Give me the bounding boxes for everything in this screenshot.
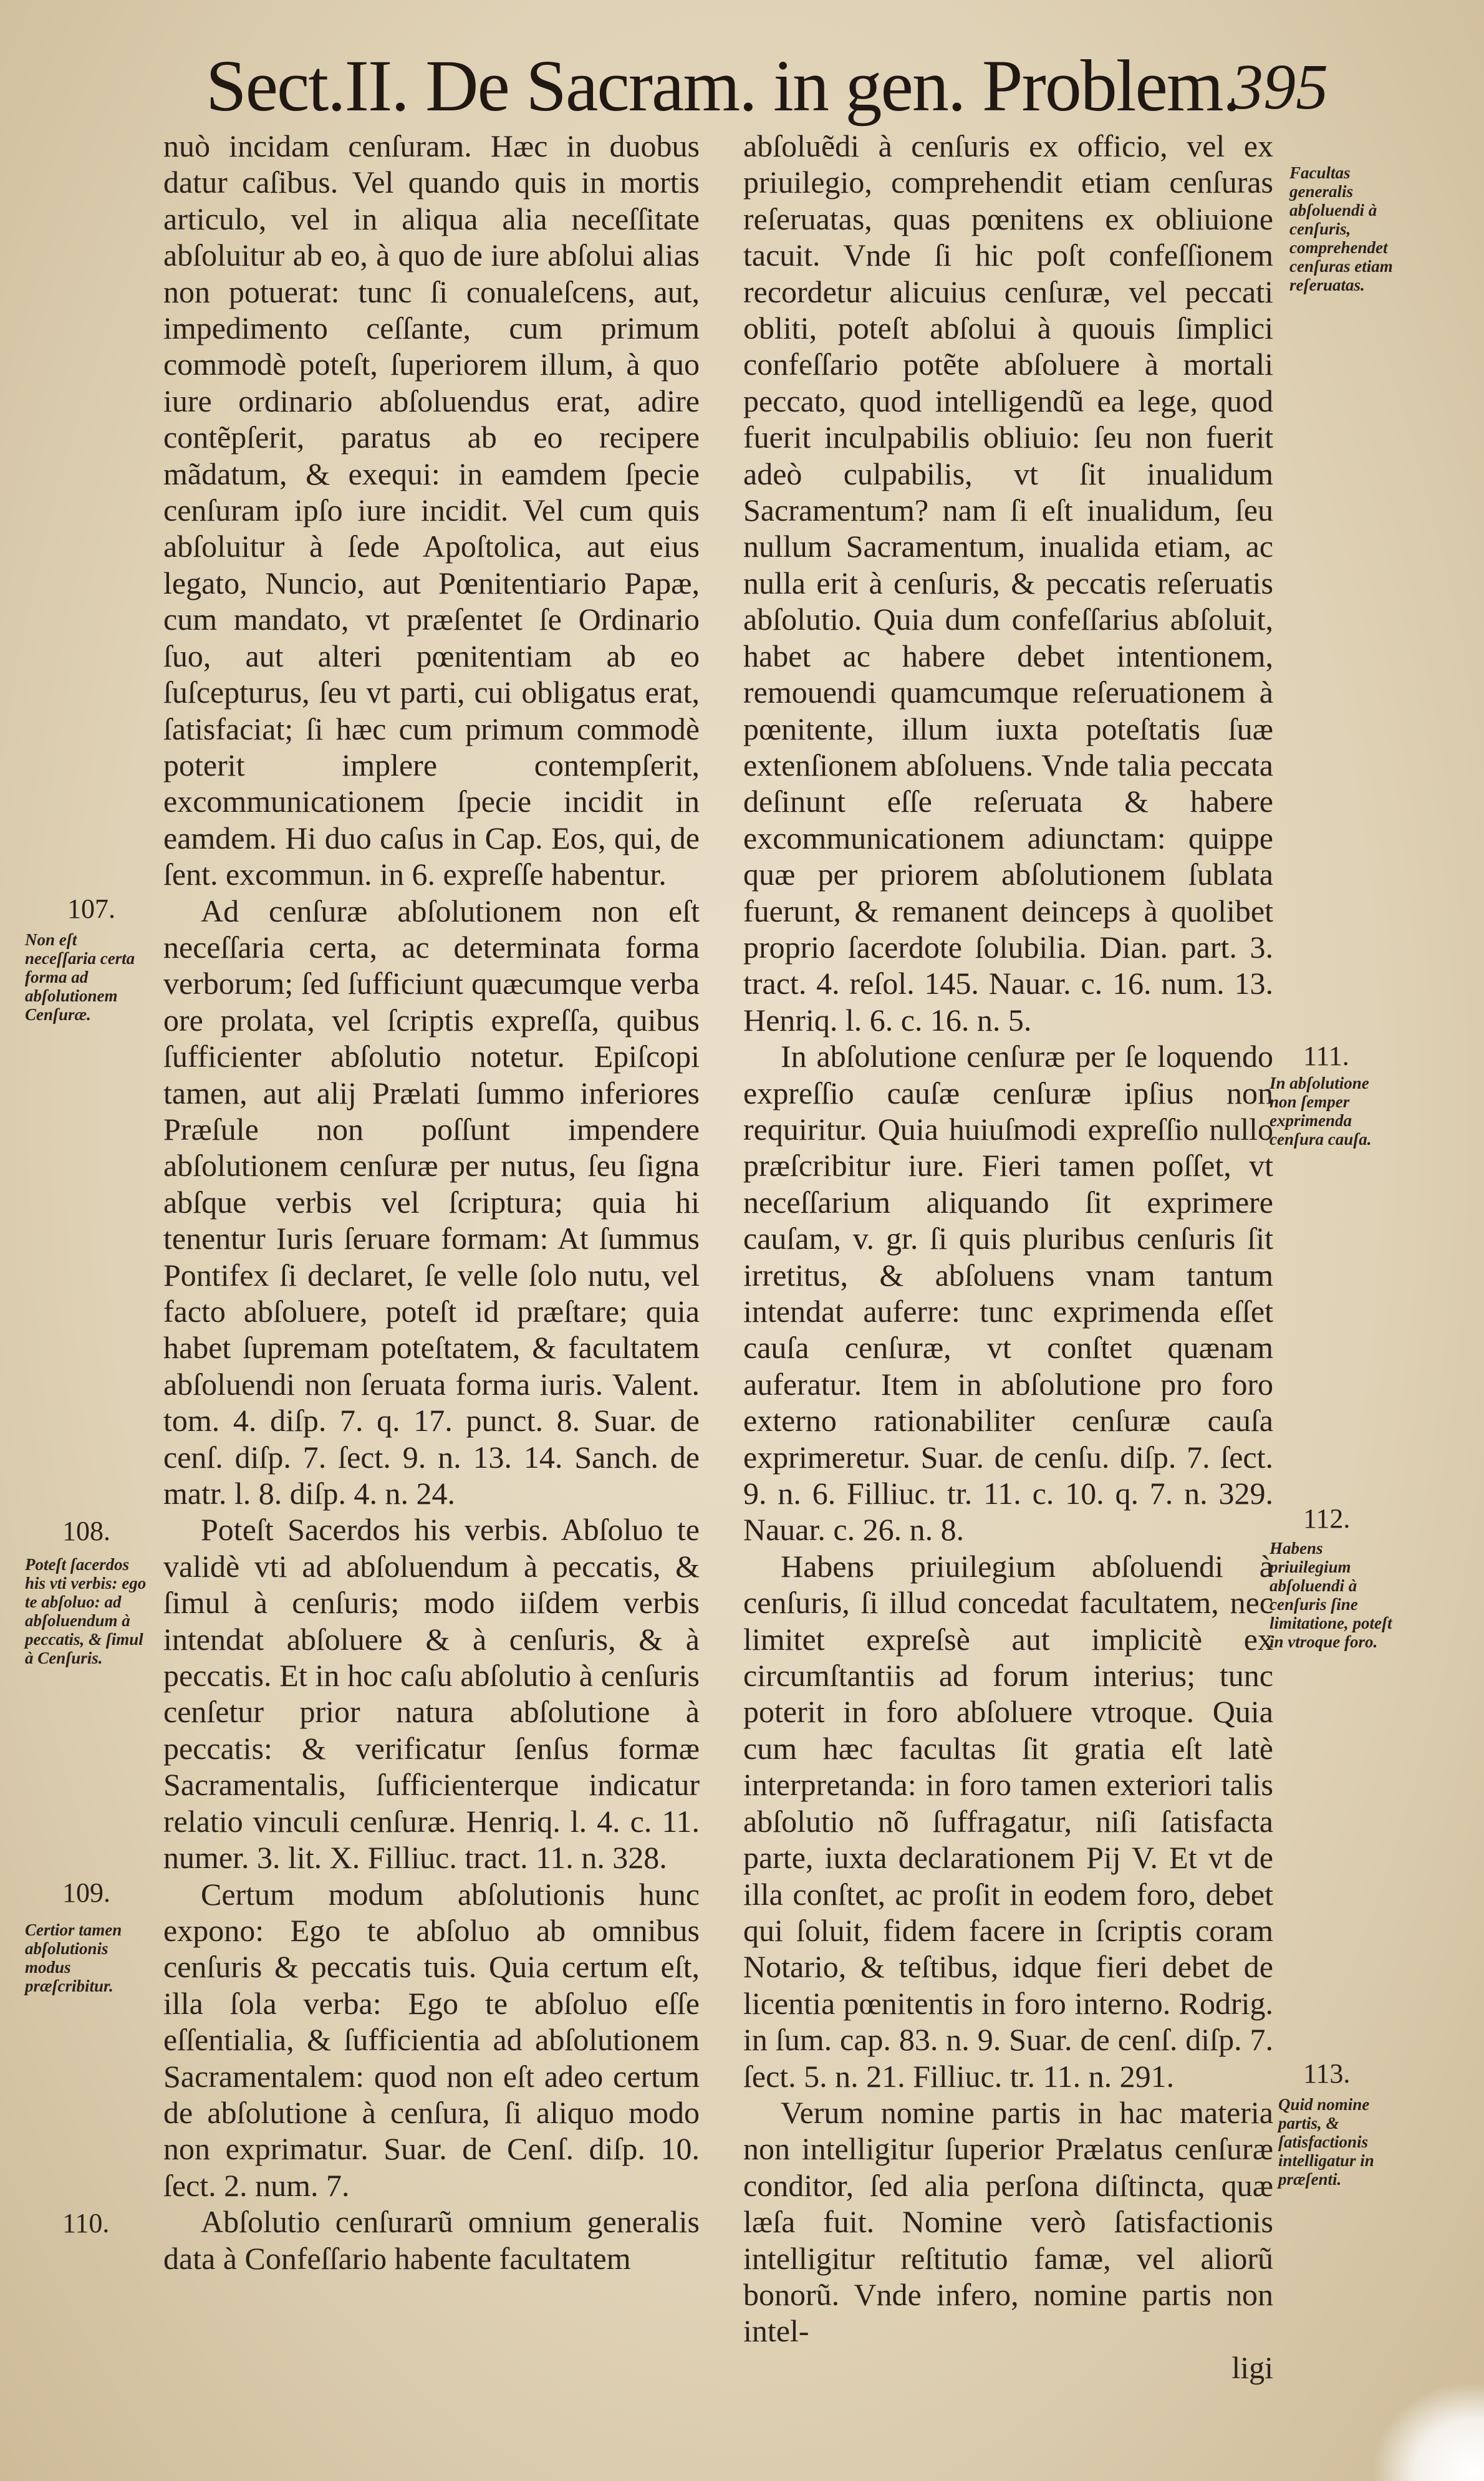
margin-note-112: Habens priuilegium abſoluendi à cenſuris ſine limitatione, poteſt in vtroque foro. xyxy=(1270,1539,1392,1651)
paragraph-113: Verum nomine partis in hac materia non intelligitur ſuperior Prælatus cenſuræ conditor, ſed alia perſona diſtincta, quæ læſa fuit. Nomine verò ſatisfactionis intelligitur reſtitutio famæ, vel aliorũ bonorũ. Vnde infero, nomine partis non intel- xyxy=(743,2094,1273,2349)
paragraph-112: Habens priuilegium abſoluendi à cenſuris, ſi illud concedat facultatem, nec limitet expreſsè aut implicitè ex circumſtantiis ad forum interius; tunc poterit in foro abſoluere vtroque. Quia cum hæc facultas ſit gratia eſt latè interpretanda: in foro tamen exteriori talis abſolutio nõ ſuffragatur, niſi ſatisfacta parte, iuxta declarationem Pij V. Et vt de illa conſtet, ac proſit in eodem foro, debet qui ſoluit, fidem facere in ſcriptis coram Notario, & teſtibus, idque fieri debet de licentia pœnitentis in foro interno. Rodrig. in ſum. cap. 83. n. 9. Suar. de cenſ. diſp. 7. ſect. 5. n. 21. Filliuc. tr. 11. n. 291. xyxy=(743,1548,1273,2094)
paragraph-number-110: 110. xyxy=(62,2208,110,2238)
margin-note-109: Certior tamen abſolutionis modus præſcribitur. xyxy=(25,1920,122,1995)
paragraph-108: Poteſt Sacerdos his verbis. Abſoluo te validè vti ad abſoluendum à peccatis, & ſimul à cenſuris; modo iiſdem verbis intendat abſoluere & à cenſuris, & à peccatis. Et in hoc caſu abſolutio à cenſuris cenſetur prior natura abſolutione à peccatis: & verificatur ſenſus formæ Sacramentalis, ſufficienterque indicatur relatio vinculi cenſuræ. Henriq. l. 4. c. 11. numer. 3. lit. X. Filliuc. tract. 11. n. 328. xyxy=(163,1512,700,1876)
left-column xyxy=(163,128,700,2276)
paragraph-number-111: 111. xyxy=(1303,1041,1349,1071)
section-title: Sect.II. De Sacram. in gen. Problem. xyxy=(206,45,1240,127)
paragraph-110: Abſolutio cenſurarũ omnium generalis data à Confeſſario habente facultatem xyxy=(163,2204,700,2276)
margin-note-111: In abſolutione non ſemper exprimenda cenſura cauſa. xyxy=(1270,1074,1372,1149)
running-header xyxy=(206,37,1328,131)
page-number: 395 xyxy=(1231,51,1328,123)
paragraph-number-107: 107. xyxy=(67,894,115,924)
paragraph-107: Ad cenſuræ abſolutionem non eſt neceſſaria certa, ac determinata forma verborum; ſed ſufficiunt quæcumque verba ore prolata, vel ſcriptis expreſſa, quibus ſufficienter abſolutio notetur. Epiſcopi tamen, aut alij Prælati ſummo inferiores Præſule non poſſunt impendere abſolutionem cenſuræ per nutus, ſeu ſigna abſque verbis vel ſcriptura; quia hi tenentur Iuris ſeruare formam: At ſummus Pontifex ſi declaret, ſe velle ſolo nutu, vel facto abſoluere, poteſt id præſtare; quia habet ſupremam poteſtatem, & facultatem abſoluendi non ſeruata forma iuris. Valent. tom. 4. diſp. 7. q. 17. punct. 8. Suar. de cenſ. diſp. 7. ſect. 9. n. 13. 14. Sanch. de matr. l. 8. diſp. 4. n. 24. xyxy=(163,893,700,1511)
margin-note-108: Poteſt ſacerdos his vti verbis: ego te abſoluo: ad abſoluendum à peccatis, & ſimul à Cenſuris. xyxy=(25,1555,147,1667)
paragraph-number-113: 113. xyxy=(1303,2058,1351,2089)
margin-note-113: Quid nomine partis, & ſatisfactionis intelligatur in præſenti. xyxy=(1278,2095,1374,2189)
catchword: ligi xyxy=(1231,2349,1273,2385)
paragraph-110-continued: abſoluẽdi à cenſuris ex officio, vel ex priuilegio, comprehendit etiam cenſuras reſeruatas, quas pœnitens ex obliuione tacuit. Vnde ſi hic poſt confeſſionem recordetur alicuius cenſuræ, vel peccati obliti, poteſt abſolui à quouis ſimplici confeſſario potẽte abſoluere à mortali peccato, quod intelligendũ ea lege, quod fuerit inculpabilis obliuio: ſeu non fuerit adeò culpabilis, vt ſit inualidum Sacramentum? nam ſi eſt inualidum, ſeu nullum Sacramentum, inualida etiam, ac nulla erit à cenſuris, & peccatis reſeruatis abſolutio. Quia dum confeſſarius abſoluit, habet ac habere debet intentionem, remouendi quamcumque reſeruationem à pœnitente, illum iuxta poteſtatis ſuæ extenſionem abſoluens. Vnde talia peccata deſinunt eſſe reſeruata & habere excommunicationem adiunctam: quippe quæ per priorem abſolutionem ſublata fuerunt, & remanent deinceps à quolibet proprio ſacerdote ſolubilia. Dian. part. 3. tract. 4. reſol. 145. Nauar. c. 16. num. 13. Henriq. l. 6. c. 16. n. 5. xyxy=(743,128,1273,1038)
margin-note-110: Facultas generalis abſoluendi à cenſuris, comprehendet cenſuras etiam reſeruatas. xyxy=(1289,163,1393,294)
right-column xyxy=(743,128,1273,2385)
paper-damage xyxy=(1372,2381,1484,2481)
paragraph-111: In abſolutione cenſuræ per ſe loquendo expreſſio cauſæ cenſuræ ipſius non requiritur. Quia huiuſmodi expreſſio nullo præſcribitur iure. Fieri tamen poſſet, vt neceſſarium aliquando ſit exprimere cauſam, v. gr. ſi quis pluribus cenſuris ſit irretitus, & abſoluens vnam tantum intendat auferre: tunc exprimenda eſſet cauſa cenſuræ, vt conſtet quænam auferatur. Item in abſolutione pro foro externo rationabiliter cenſuræ cauſa exprimeretur. Suar. de cenſu. diſp. 7. ſect. 9. n. 6. Filliuc. tr. 11. c. 10. q. 7. n. 329. Nauar. c. 26. n. 8. xyxy=(743,1039,1273,1548)
paragraph-number-109: 109. xyxy=(62,1877,110,1908)
paragraph-106-continued: nuò incidam cenſuram. Hæc in duobus datur caſibus. Vel quando quis in mortis articulo, vel in aliqua alia neceſſitate abſoluitur ab eo, à quo de iure abſolui alias non potuerat: tunc ſi conualeſcens, aut, impedimento ceſſante, cum primum commodè poteſt, ſuperiorem illum, à quo iure ordinario abſoluendus erat, adire contẽpſerit, paratus ab eo recipere mãdatum, & exequi: in eamdem ſpecie cenſuram ipſo iure incidit. Vel cum quis abſoluitur à ſede Apoſtolica, aut eius legato, Nuncio, aut Pœnitentiario Papæ, cum mandato, vt præſentet ſe Ordinario ſuo, aut alteri pœnitentiam ab eo ſuſcepturus, ſeu vt parti, cui obligatus erat, ſatisfaciat; ſi hæc cum primum commodè poterit implere contempſerit, excommunicationem ſpecie incidit in eamdem. Hi duo caſus in Cap. Eos, qui, de ſent. excommun. in 6. expreſſe habentur. xyxy=(163,128,700,892)
paragraph-109: Certum modum abſolutionis hunc expono: Ego te abſoluo ab omnibus cenſuris & peccatis tuis. Quia certum eſt, illa ſola verba: Ego te abſoluo eſſe eſſentialia, & ſufficientia ad abſolutionem Sacramentalem: quod non eſt adeo certum de abſolutione à cenſura, ſi aliquo modo non exprimatur. Suar. de Cenſ. diſp. 10. ſect. 2. num. 7. xyxy=(163,1876,700,2203)
paragraph-number-112: 112. xyxy=(1303,1503,1351,1534)
paragraph-number-108: 108. xyxy=(62,1516,110,1546)
margin-note-107: Non eſt neceſſaria certa forma ad abſolutionem Cenſuræ. xyxy=(25,930,135,1024)
